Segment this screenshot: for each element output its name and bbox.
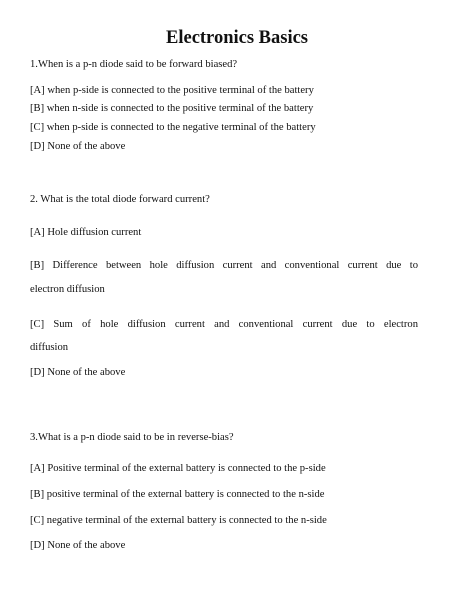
question-2-option-b: [B] Difference between hole diffusion current and conventional current due to bbox=[30, 260, 418, 271]
question-2-option-c-continued: diffusion bbox=[30, 342, 69, 353]
question-3-option-b: [B] positive terminal of the external battery is connected to the n-side bbox=[30, 489, 325, 500]
question-2-option-d: [D] None of the above bbox=[30, 367, 126, 378]
question-1-option-b: [B] when n-side is connected to the positive terminal of the battery bbox=[30, 103, 314, 114]
question-3-option-d: [D] None of the above bbox=[30, 540, 126, 551]
document-title: Electronics Basics bbox=[166, 28, 308, 48]
question-1-option-a: [A] when p-side is connected to the positive terminal of the battery bbox=[30, 85, 314, 96]
question-3-option-a: [A] Positive terminal of the external battery is connected to the p-side bbox=[30, 463, 326, 474]
question-1-option-c: [C] when p-side is connected to the negative terminal of the battery bbox=[30, 122, 316, 133]
question-2-option-a: [A] Hole diffusion current bbox=[30, 227, 142, 238]
question-3: 3.What is a p-n diode said to be in reverse-bias? bbox=[30, 432, 234, 443]
question-1: 1.When is a p-n diode said to be forward biased? bbox=[30, 59, 238, 70]
question-2: 2. What is the total diode forward current? bbox=[30, 194, 210, 205]
question-2-option-b-continued: electron diffusion bbox=[30, 284, 105, 295]
question-3-option-c: [C] negative terminal of the external battery is connected to the n-side bbox=[30, 515, 327, 526]
question-1-option-d: [D] None of the above bbox=[30, 141, 126, 152]
question-2-option-c: [C] Sum of hole diffusion current and conventional current due to electron bbox=[30, 319, 418, 330]
